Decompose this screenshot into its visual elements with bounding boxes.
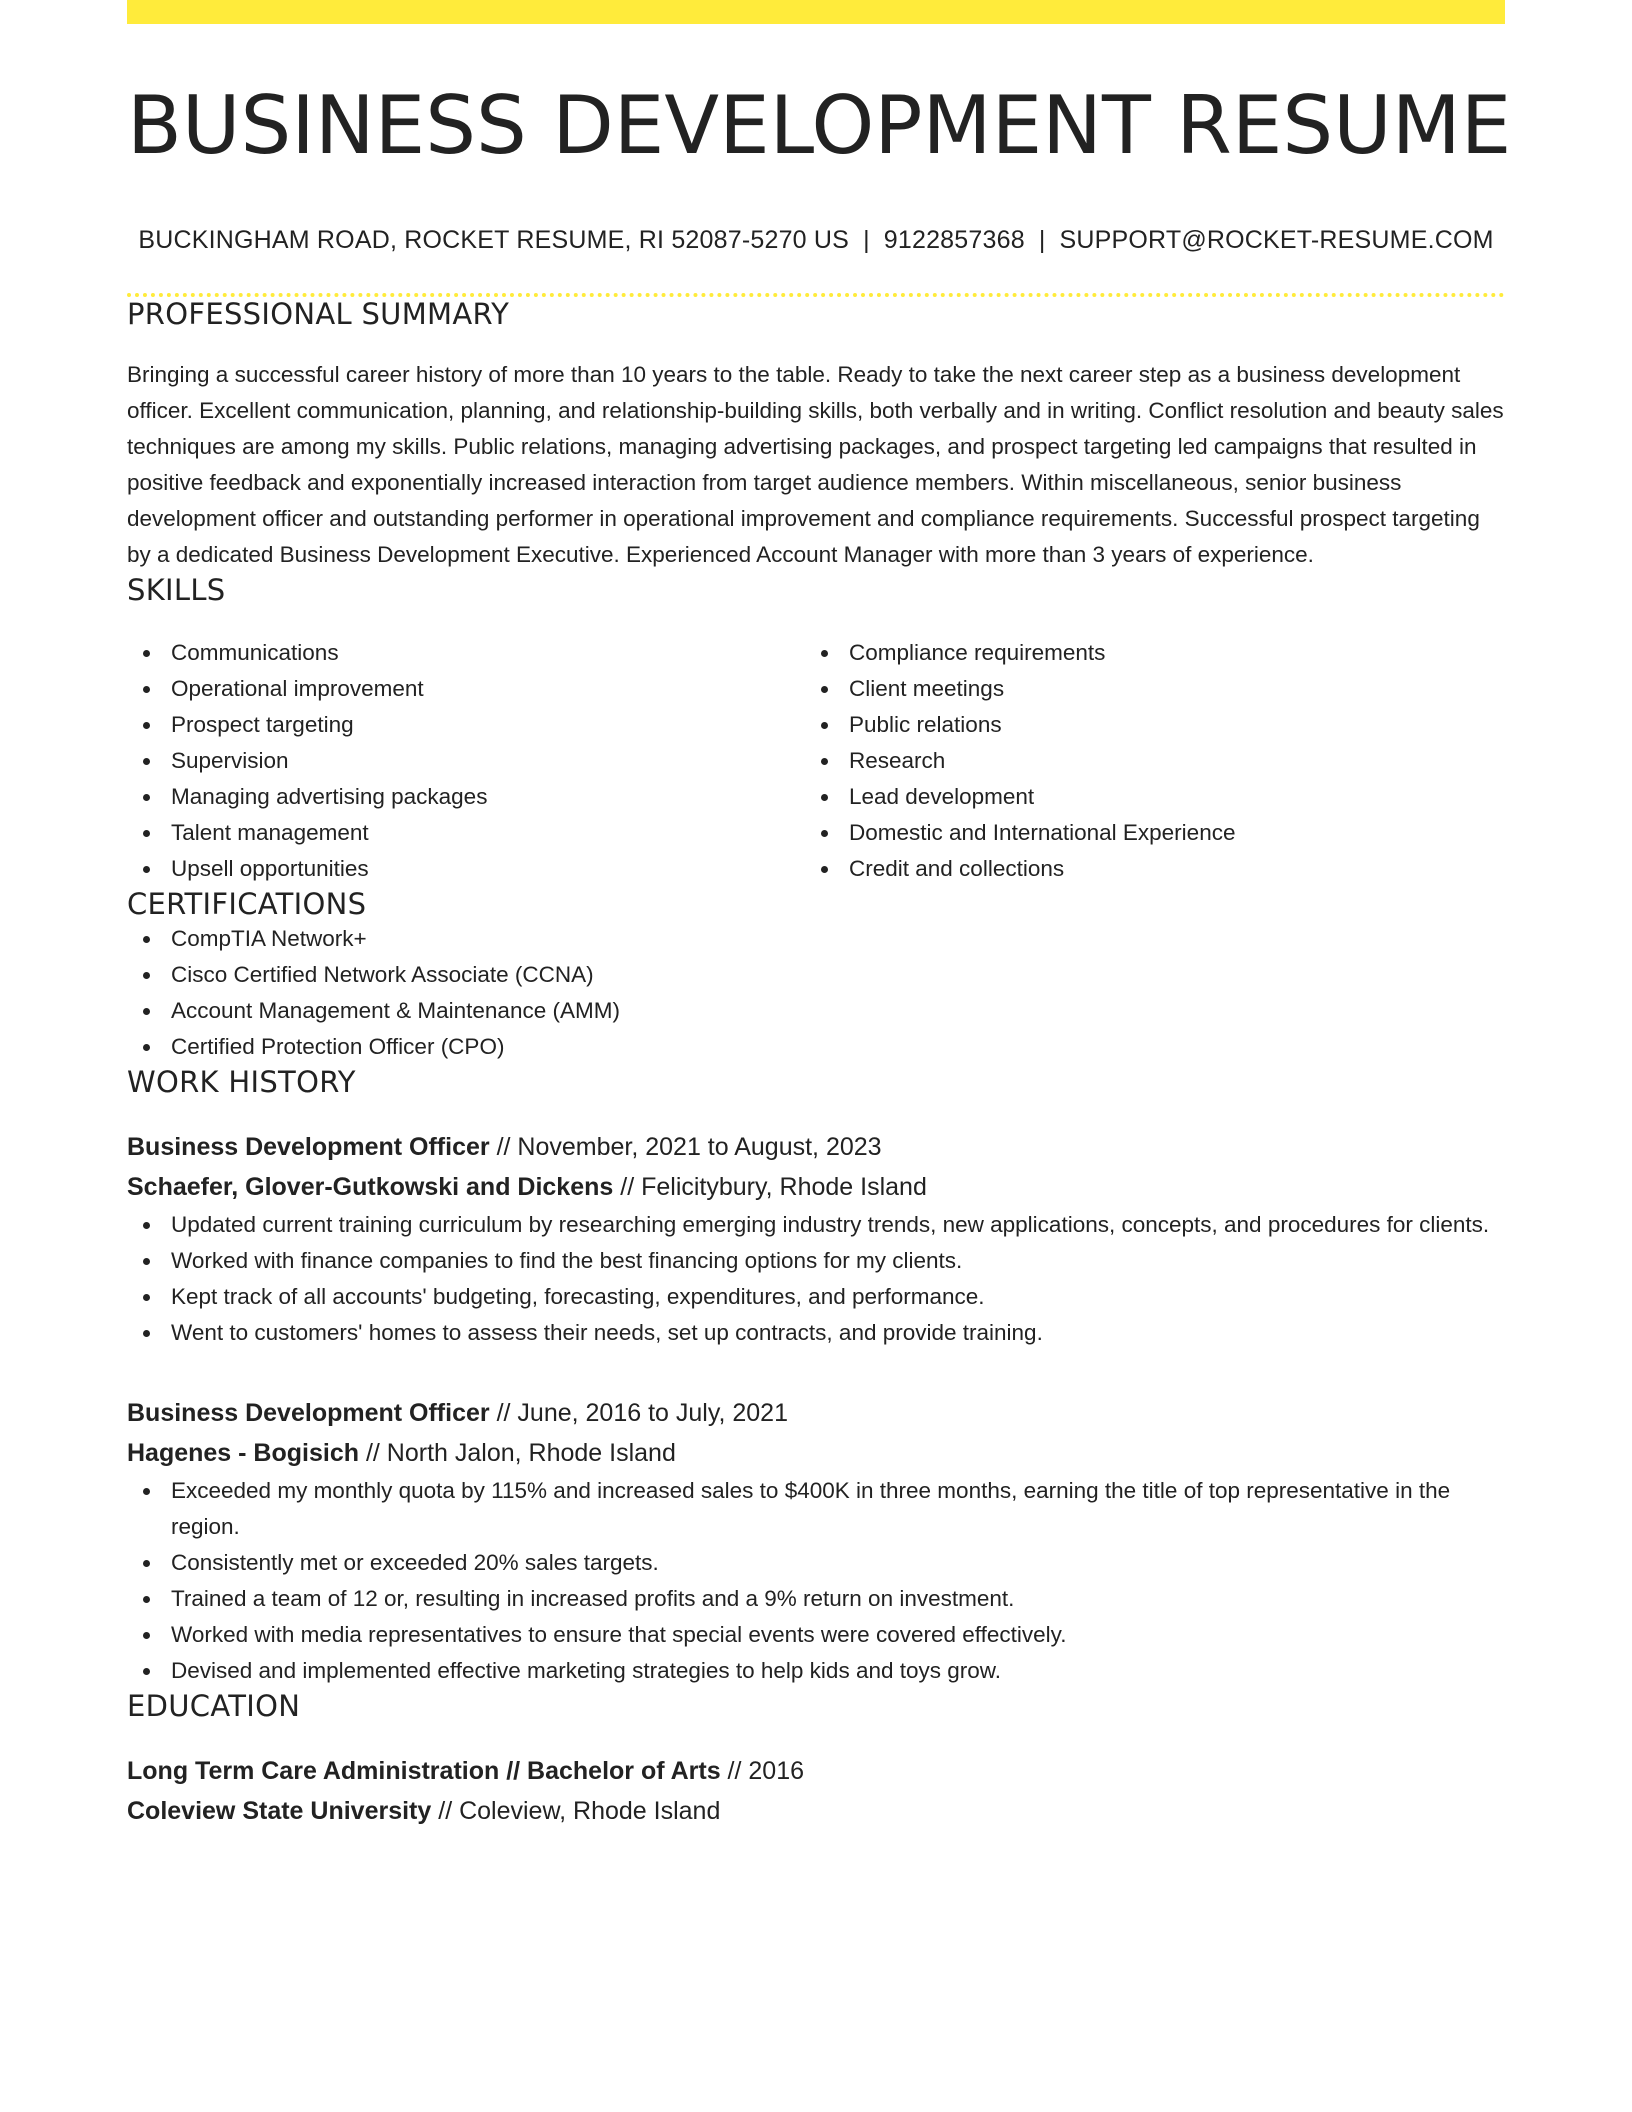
job-duty: Updated current training curriculum by researching emerging industry trends, new applications, concepts, and procedures for clients. (171, 1207, 1505, 1243)
job-duty: Went to customers' homes to assess their needs, set up contracts, and provide training. (171, 1315, 1505, 1351)
skill-item: Research (849, 743, 1483, 779)
education-degree-line (127, 1751, 1505, 1791)
skills-heading: SKILLS (127, 573, 226, 607)
skill-item: Prospect targeting (171, 707, 805, 743)
job-duty: Exceeded my monthly quota by 115% and increased sales to $400K in three months, earning the title of top representative in the region. (171, 1473, 1505, 1545)
education-heading: EDUCATION (127, 1689, 301, 1723)
job-duties-list (127, 1473, 1505, 1689)
skill-item: Credit and collections (849, 851, 1483, 887)
skills-list-right (805, 635, 1483, 887)
skill-item: Supervision (171, 743, 805, 779)
job-dates: // November, 2021 to August, 2023 (496, 1133, 882, 1161)
skill-item: Public relations (849, 707, 1483, 743)
job-duty: Kept track of all accounts' budgeting, forecasting, expenditures, and performance. (171, 1279, 1505, 1315)
certifications-heading: CERTIFICATIONS (127, 887, 367, 921)
education-location: // Coleview, Rhode Island (438, 1797, 721, 1825)
skill-item: Upsell opportunities (171, 851, 805, 887)
job-title-line (127, 1393, 1505, 1433)
certification-item: Account Management & Maintenance (AMM) (171, 993, 1505, 1029)
skill-item: Talent management (171, 815, 805, 851)
education-school: Coleview State University (127, 1797, 432, 1825)
job-company-line (127, 1433, 1505, 1473)
education-entry (127, 1751, 1505, 1831)
job-location: // North Jalon, Rhode Island (365, 1439, 676, 1467)
contact-separator: | (1038, 226, 1046, 254)
skill-item: Communications (171, 635, 805, 671)
job-title: Business Development Officer (127, 1399, 490, 1427)
job-location: // Felicitybury, Rhode Island (620, 1173, 927, 1201)
job-duties-list (127, 1207, 1505, 1351)
job-duty: Worked with finance companies to find the best financing options for my clients. (171, 1243, 1505, 1279)
contact-separator: | (863, 226, 870, 254)
certification-item: CompTIA Network+ (171, 921, 1505, 957)
work-history-heading: WORK HISTORY (127, 1065, 356, 1099)
job-company: Schaefer, Glover-Gutkowski and Dickens (127, 1173, 614, 1201)
skill-item: Managing advertising packages (171, 779, 805, 815)
skill-item: Operational improvement (171, 671, 805, 707)
skill-item: Client meetings (849, 671, 1483, 707)
contact-line (127, 226, 1505, 255)
certification-item: Cisco Certified Network Associate (CCNA) (171, 957, 1505, 993)
job-company-line (127, 1167, 1505, 1207)
education-school-line (127, 1791, 1505, 1831)
resume-page (127, 0, 1512, 1831)
job-duty: Trained a team of 12 or, resulting in increased profits and a 9% return on investment. (171, 1581, 1505, 1617)
job-company: Hagenes - Bogisich (127, 1439, 359, 1467)
job-entry (127, 1393, 1505, 1689)
job-title-line (127, 1127, 1505, 1167)
skill-item: Compliance requirements (849, 635, 1483, 671)
skill-item: Lead development (849, 779, 1483, 815)
summary-text: Bringing a successful career history of more than 10 years to the table. Ready to take the next career step as a business development officer. Excellent communication, planning, and relationship-building skills, both verbally and in writing. Conflict resolution and beauty sales techniques are among my skills. Public relations, managing advertising packages, and prospect targeting led campaigns that resulted in positive feedback and exponentially increased interaction from target audience members. Within miscellaneous, senior business development officer and outstanding performer in operational improvement and compliance requirements. Successful prospect targeting by a dedicated Business Development Executive. Experienced Account Manager with more than 3 years of experience. (127, 362, 1504, 567)
certification-item: Certified Protection Officer (CPO) (171, 1029, 1505, 1065)
job-duty: Devised and implemented effective marketing strategies to help kids and toys grow. (171, 1653, 1505, 1689)
education-degree: Long Term Care Administration // Bachelor of Arts (127, 1757, 721, 1785)
skills-list-left (127, 635, 805, 887)
job-title: Business Development Officer (127, 1133, 490, 1161)
contact-email: SUPPORT@ROCKET-RESUME.COM (1059, 226, 1494, 254)
job-dates: // June, 2016 to July, 2021 (496, 1399, 788, 1427)
contact-address: BUCKINGHAM ROAD, ROCKET RESUME, RI 52087-5270 US (138, 226, 850, 254)
top-accent-bar (127, 0, 1505, 24)
skills-columns (127, 635, 1505, 887)
certifications-list (127, 921, 1505, 1065)
job-duty: Consistently met or exceeded 20% sales targets. (171, 1545, 1505, 1581)
job-duty: Worked with media representatives to ensure that special events were covered effectively. (171, 1617, 1505, 1653)
skill-item: Domestic and International Experience (849, 815, 1483, 851)
summary-heading: PROFESSIONAL SUMMARY (127, 297, 510, 331)
resume-title: BUSINESS DEVELOPMENT RESUME (127, 79, 1512, 172)
job-entry (127, 1127, 1505, 1351)
education-year: // 2016 (727, 1757, 804, 1785)
contact-phone: 9122857368 (883, 226, 1025, 254)
